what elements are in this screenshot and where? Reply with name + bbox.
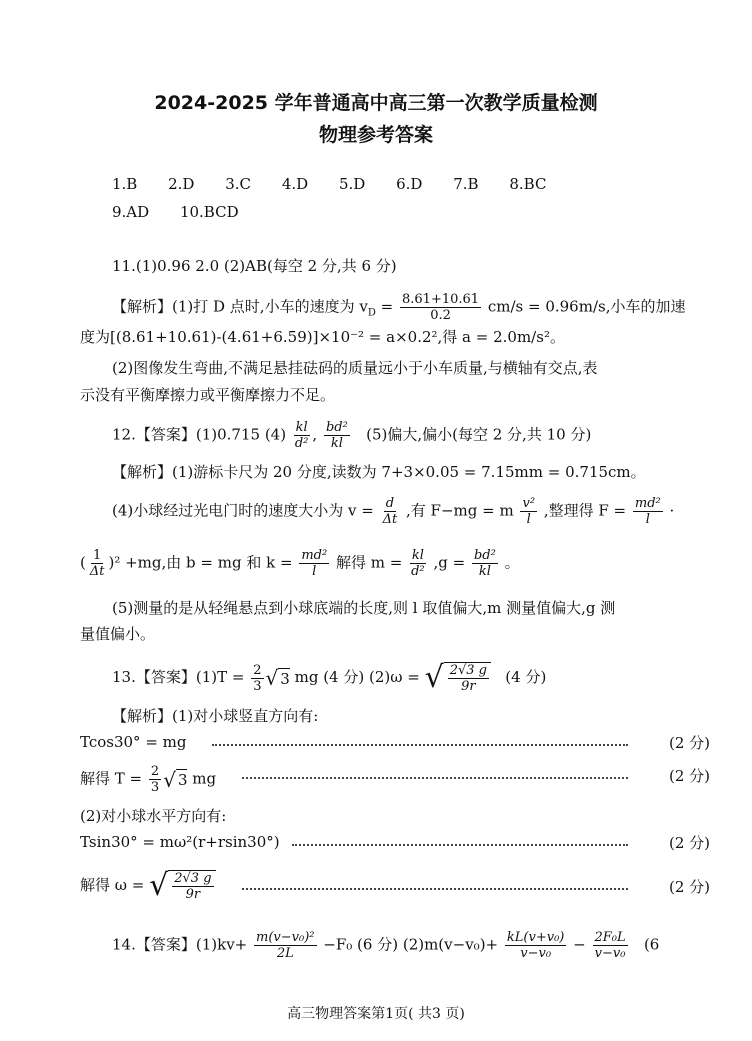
score: (2 分) — [668, 878, 710, 896]
q13-eq-3: Tsin30° = mω²(r+rsin30°) — [80, 833, 280, 851]
q13-eq-1: Tcos30° = mg — [80, 733, 187, 751]
dotted-leader — [242, 777, 628, 779]
mc-answer: 10.BCD — [179, 203, 239, 221]
q11-explanation-3: (2)图像发生弯曲,不满足悬挂砝码的质量远小于小车质量,与横轴有交点,表 — [112, 359, 598, 377]
score: (2 分) — [668, 734, 710, 752]
fraction: $\frac{1}{\Delta t}$ — [89, 548, 105, 579]
fraction: $\frac{\text{md²}}{l}$ — [634, 496, 661, 527]
q11-explanation-2: 度为[(8.61+10.61)-(4.61+6.59)]×10⁻² = a×0.2²,得 a = 2.0m/s²。 — [80, 328, 565, 346]
dotted-leader — [242, 888, 628, 890]
score: (2 分) — [668, 834, 710, 852]
q13-eq-4: 解得 ω = √ $\frac{2√3 g}{9r}$ — [80, 870, 216, 902]
fraction: $\frac{d}{\Delta t}$ — [382, 496, 398, 527]
dotted-leader — [212, 744, 628, 746]
page-subtitle: 物理参考答案 — [318, 124, 433, 146]
q11-answer: 11.(1)0.96 2.0 (2)AB(每空 2 分,共 6 分) — [112, 257, 397, 275]
fraction: $\frac{\text{2F₀L}}{\text{v−v₀}}$ — [594, 930, 626, 961]
fraction: $\frac{kl}{\text{d²}}$ — [411, 548, 425, 579]
mc-answer: 5.D — [338, 175, 366, 193]
mc-answer: 9.AD — [112, 203, 150, 221]
mc-answers-row-1 — [112, 174, 572, 194]
q11-explanation-4: 示没有平衡摩擦力或平衡摩擦力不足。 — [80, 386, 336, 404]
q12-explanation-5: 量值偏小。 — [80, 625, 156, 643]
mc-answer: 2.D — [168, 175, 195, 193]
mc-answer: 6.D — [396, 175, 423, 193]
fraction: $\frac{\text{bd²}}{kl}$ — [325, 420, 348, 451]
fraction: $\frac{kl}{\text{d²}}$ — [294, 420, 309, 451]
fraction: $\frac{\text{v²}}{l}$ — [522, 496, 536, 527]
q12-answer: 12.【答案】(1)0.715 (4) $\frac{kl}{\text{d²}}$ , $\frac{\text{bd²}}{kl}$ (5)偏大,偏小(每空 2 分,共 10 分) — [112, 420, 592, 451]
sqrt-sign: √ 3 — [163, 767, 188, 792]
dotted-leader — [292, 844, 628, 846]
sqrt-sign: √ $\frac{2√3 g}{9r}$ — [425, 662, 491, 694]
mc-answer: 4.D — [281, 175, 309, 193]
fraction: $\frac{\text{m(v−v₀)²}}{2L}$ — [256, 930, 315, 961]
mc-answer: 7.B — [453, 175, 479, 193]
sqrt-sign: √ $\frac{2√3 g}{9r}$ — [149, 870, 215, 902]
q12-explanation-2: (4)小球经过光电门时的速度大小为 v = $\frac{d}{\Delta t}$ ,有 F−mg = m $\frac{\text{v²}}{l}$ ,整理得 F = $\frac{\text{md²}}{l}$ · — [112, 496, 675, 527]
page-footer: 高三物理答案第1页( 共3 页) — [287, 1006, 465, 1022]
q13-explanation-1: 【解析】(1)对小球竖直方向有: — [112, 707, 319, 725]
q13-answer: 13.【答案】(1)T = $\frac{2}{3}$ √ 3 mg (4 分) (2)ω = √ $\frac{2√3 g}{9r}$ (4 分) — [112, 660, 547, 695]
mc-answers-row-2 — [112, 202, 265, 222]
fraction: $\frac{\text{md²}}{l}$ — [301, 548, 328, 579]
q11-explanation-1: 【解析】(1)打 D 点时,小车的速度为 $v_D$ = $\frac{8.61+10.61}{0.2}$ cm/s = 0.96m/s,小车的加速 — [112, 292, 686, 323]
q13-eq-2: 解得 T = $\frac{2}{3}$ √ 3 mg — [80, 764, 217, 795]
q13-explanation-2: (2)对小球水平方向有: — [80, 807, 227, 825]
q12-explanation-1: 【解析】(1)游标卡尺为 20 分度,读数为 7+3×0.05 = 7.15mm = 0.715cm。 — [112, 463, 646, 481]
mc-answer: 1.B — [112, 175, 138, 193]
q12-explanation-4: (5)测量的是从轻绳悬点到小球底端的长度,则 l 取值偏大,m 测量值偏大,g 测 — [112, 599, 616, 617]
fraction: $\frac{2}{3}$ — [150, 764, 160, 795]
fraction: $\frac{\text{kL(v+v₀)}}{\text{v−v₀}}$ — [506, 930, 565, 961]
mc-answer: 3.C — [225, 175, 252, 193]
q14-answer: 14.【答案】(1)kv+ $\frac{\text{m(v−v₀)²}}{2L}$ −F₀ (6 分) (2)m(v−v₀)+ $\frac{\text{kL(v+v₀)}}{\text{v−v₀}}$ − $\frac{\text{2F₀L}}{\text{v−v₀}}$ (6 — [112, 930, 660, 961]
sqrt-sign: √ 3 — [265, 666, 290, 690]
page-title: 2024-2025 学年普通高中高三第一次教学质量检测 — [154, 92, 598, 114]
fraction: $\frac{8.61+10.61}{0.2}$ — [402, 292, 480, 323]
score: (2 分) — [668, 767, 710, 785]
fraction: $\frac{2}{3}$ — [253, 662, 262, 694]
fraction: $\frac{\text{bd²}}{kl}$ — [473, 548, 496, 579]
q12-explanation-3: ( $\frac{1}{\Delta t}$ )² +mg,由 b = mg 和 k = $\frac{\text{md²}}{l}$ 解得 m = $\frac{kl}{\text{d²}}$ ,g = $\frac{\text{bd²}}{kl}$ 。 — [80, 548, 520, 579]
mc-answer: 8.BC — [509, 175, 547, 193]
